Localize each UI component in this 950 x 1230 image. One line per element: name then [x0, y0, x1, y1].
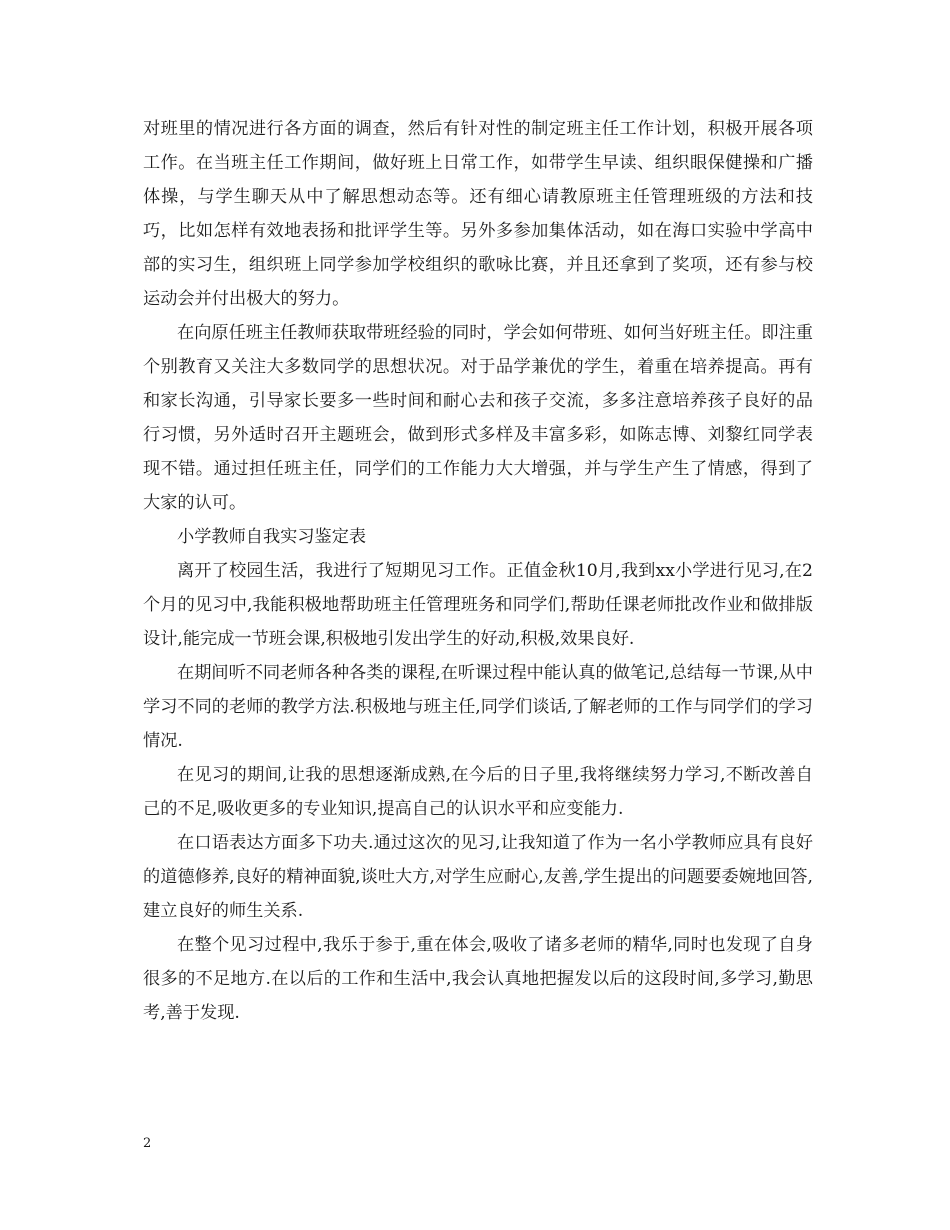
section-heading: 小学教师自我实习鉴定表	[177, 527, 367, 547]
paragraph-1: 对班里的情况进行各方面的调查，然后有针对性的制定班主任工作计划，积极开展各项工作。在当班主任工作期间，做好班上日常工作，如带学生早读、组织眼保健操和广播体操，与学生聊天从中了解思想动态等。还有细心请教原班主任管理班级的方法和技巧，比如怎样有效地表扬和批评学生等。另外多参加集体活动，如在海口实验中学高中部的实习生，组织班上同学参加学校组织的歌咏比赛，并且还拿到了奖项，还有参与校运动会并付出极大的努力。	[143, 119, 813, 309]
paragraph-2: 在向原任班主任教师获取带班经验的同时，学会如何带班、如何当好班主任。即注重个别教育又关注大多数同学的思想状况。对于品学兼优的学生，着重在培养提高。再有和家长沟通，引导家长要多一些时间和耐心去和孩子交流，多多注意培养孩子良好的品行习惯，另外适时召开主题班会，做到形式多样及丰富多彩，如陈志博、刘黎红同学表现不错。通过担任班主任，同学们的工作能力大大增强，并与学生产生了情感，得到了大家的认可。	[143, 323, 813, 513]
paragraph-7: 在整个见习过程中,我乐于参于,重在体会,吸收了诸多老师的精华,同时也发现了自身很多的不足地方.在以后的工作和生活中,我会认真地把握发以后的这段时间,多学习,勤思考,善于发现.	[143, 935, 813, 1023]
paragraph-6: 在口语表达方面多下功夫.通过这次的见习,让我知道了作为一名小学教师应具有良好的道德修养,良好的精神面貌,谈吐大方,对学生应耐心,友善,学生提出的问题要委婉地回答,建立良好的师生关系.	[143, 833, 813, 921]
document-body	[143, 112, 813, 1030]
paragraph-3: 离开了校园生活，我进行了短期见习工作。正值金秋10月,我到xx小学进行见习,在2个月的见习中,我能积极地帮助班主任管理班务和同学们,帮助任课老师批改作业和做排版设计,能完成一节班会课,积极地引发出学生的好动,积极,效果良好.	[143, 561, 813, 649]
paragraph-4: 在期间听不同老师各种各类的课程,在听课过程中能认真的做笔记,总结每一节课,从中学习不同的老师的教学方法.积极地与班主任,同学们谈话,了解老师的工作与同学们的学习情况.	[143, 663, 813, 751]
page-number: 2	[143, 1136, 152, 1151]
paragraph-5: 在见习的期间,让我的思想逐渐成熟,在今后的日子里,我将继续努力学习,不断改善自己的不足,吸收更多的专业知识,提高自己的认识水平和应变能力.	[143, 765, 813, 819]
